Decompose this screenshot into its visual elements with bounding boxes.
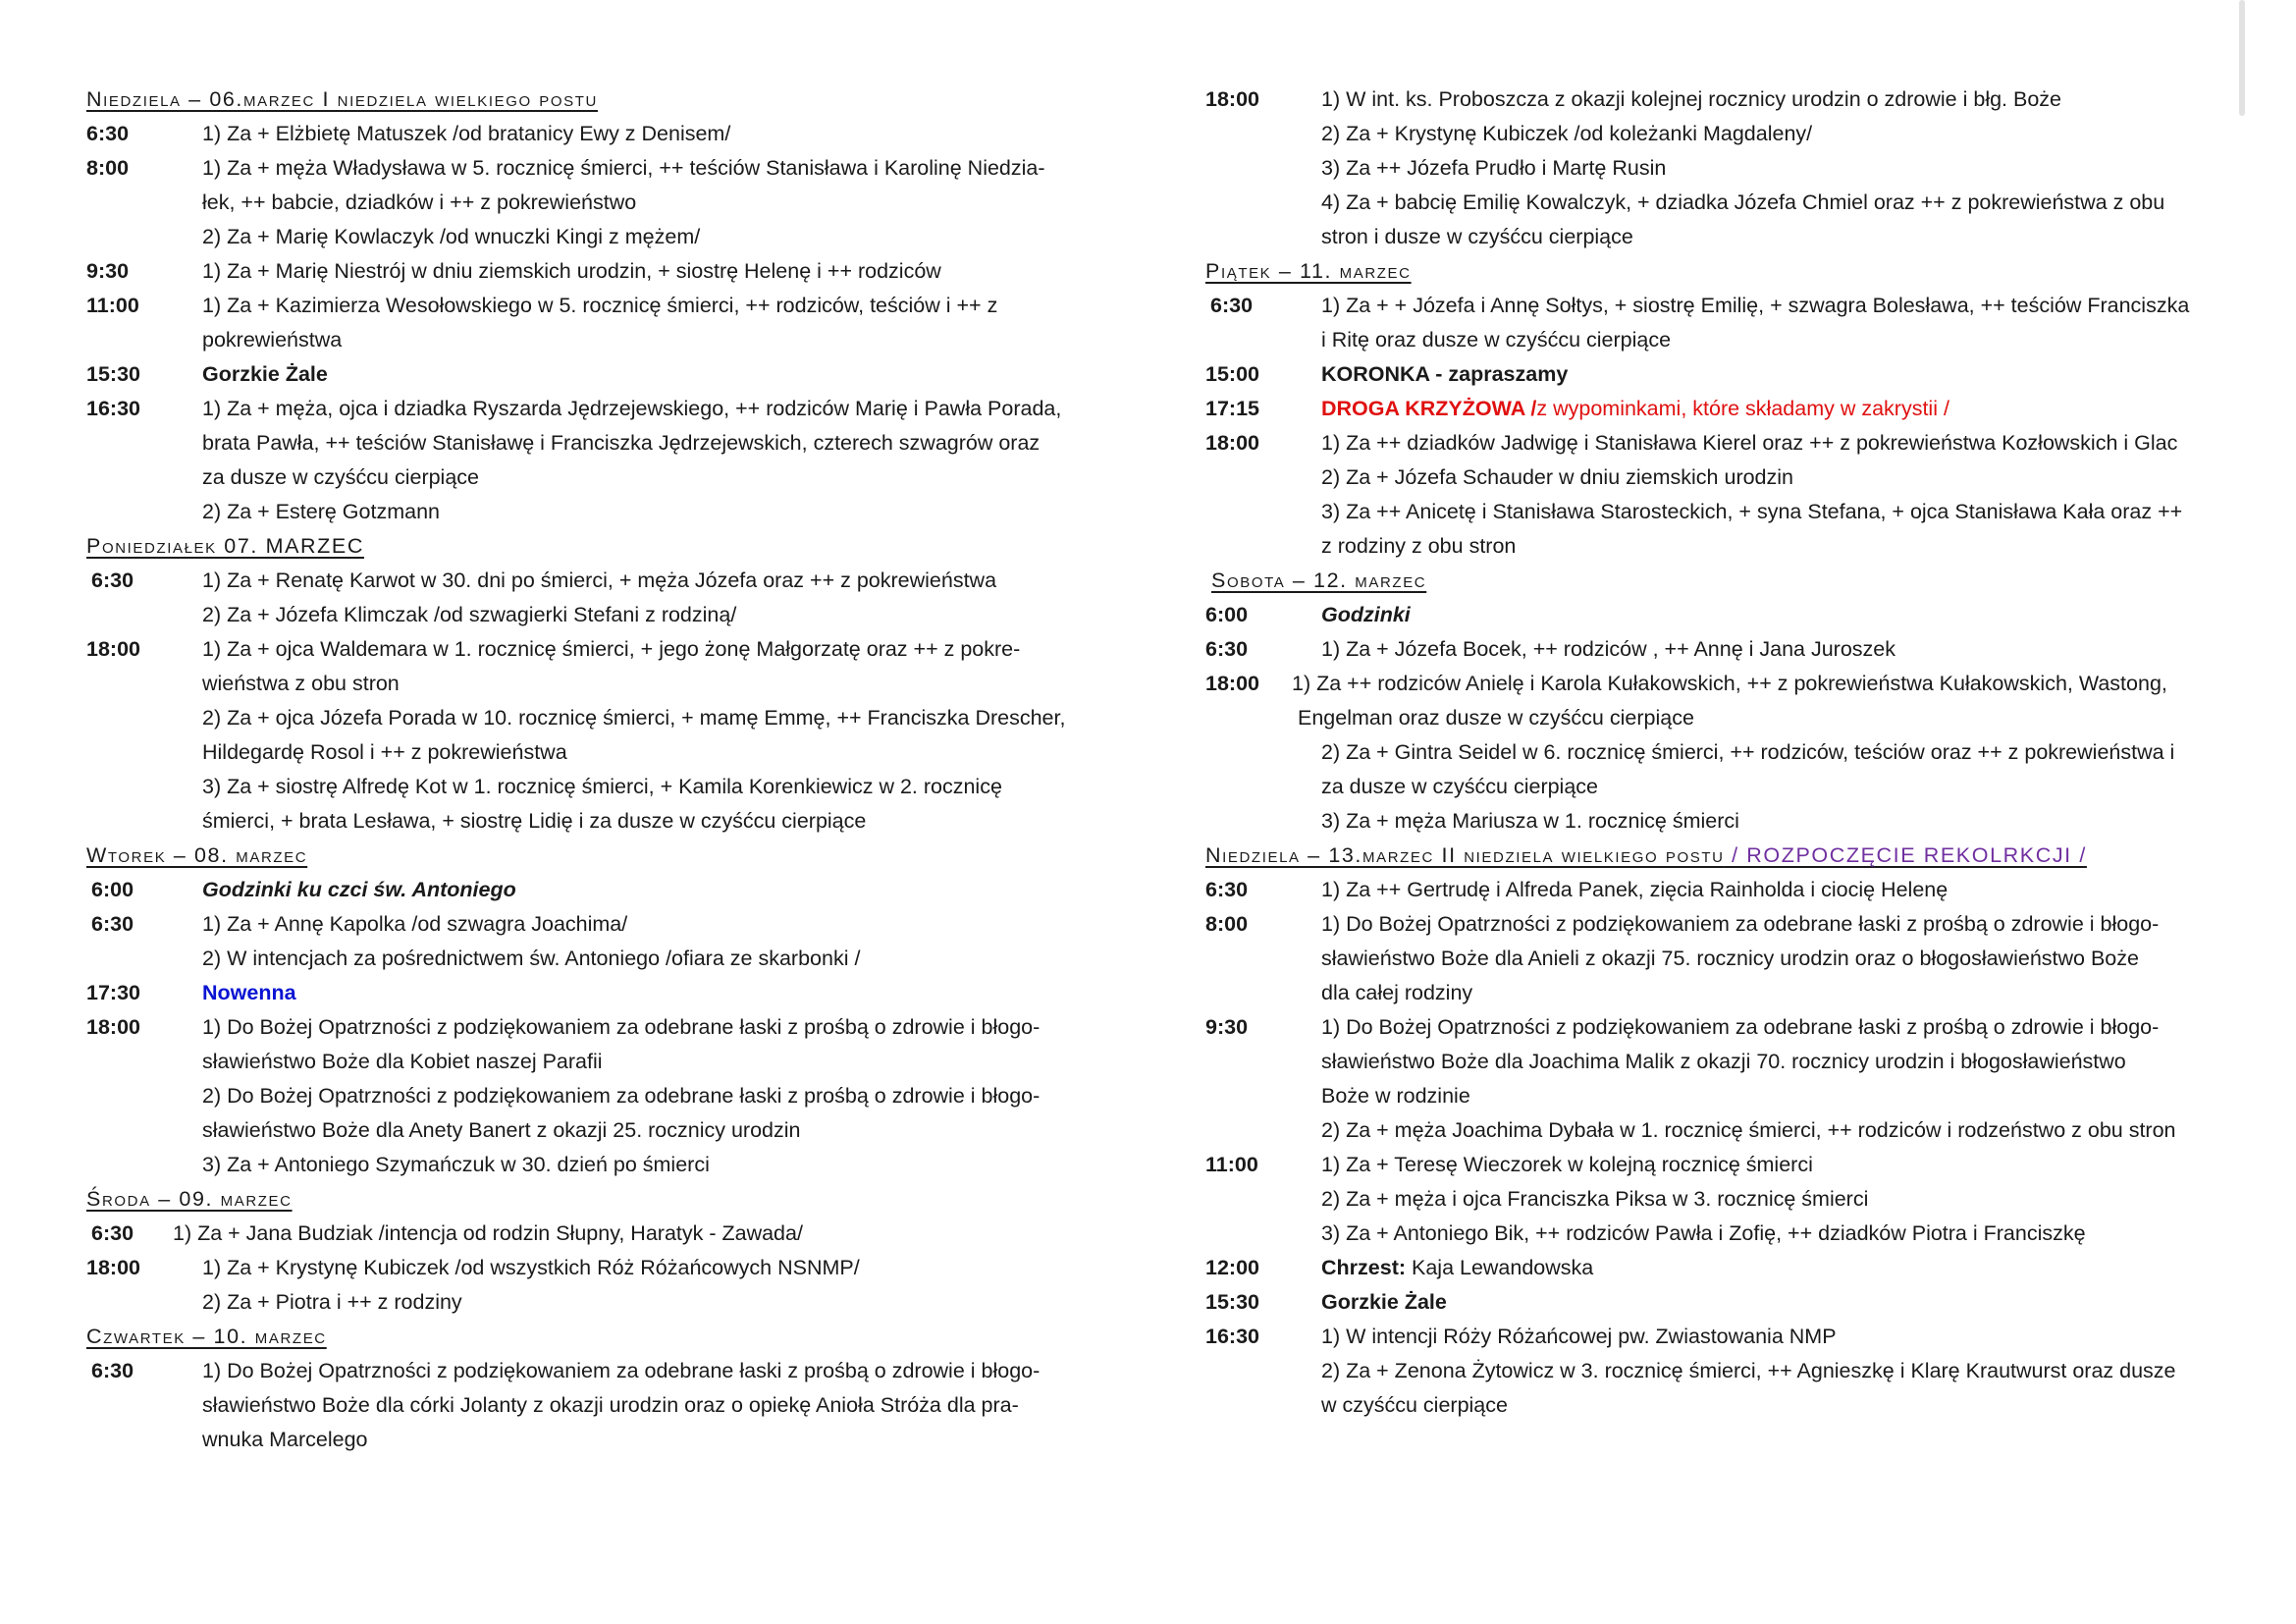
intention-line: 2) Za + Gintra Seidel w 6. rocznicę śmierci, ++ rodziców, teściów oraz ++ z pokrewieństwa i	[1321, 740, 2175, 764]
intention-line: 1) Za + Teresę Wieczorek w kolejną rocznicę śmierci	[1321, 1153, 1813, 1176]
day-header	[86, 1182, 1107, 1217]
intention-line: 2) Za + Zenona Żytowicz w 3. rocznicę śmierci, ++ Agnieszkę i Klarę Krautwurst oraz dusze	[1321, 1359, 2176, 1382]
mass-entry	[1205, 1148, 2222, 1251]
mass-entry	[86, 1010, 1107, 1182]
mass-entry	[86, 976, 1107, 1010]
intention-line	[1321, 1251, 2222, 1285]
intention-line: wieństwa z obu stron	[202, 672, 400, 695]
intention-line: 2) Do Bożej Opatrzności z podziękowaniem za odebrane łaski z prośbą o zdrowie i błogo-	[202, 1084, 1041, 1108]
mass-time: 6:30	[1205, 637, 1249, 661]
mass-intentions	[202, 564, 1107, 632]
event-note: z wypominkami, które składamy w zakrystii /	[1536, 397, 1949, 420]
intention-line: 2) Za + męża i ojca Franciszka Piksa w 3. rocznicę śmierci	[1321, 1187, 1869, 1211]
mass-intentions	[202, 357, 1107, 392]
mass-time: 18:00	[86, 1015, 140, 1039]
mass-intentions	[202, 1010, 1107, 1182]
intention-line: 1) Za ++ rodziców Anielę i Karola Kułakowskich, ++ z pokrewieństwa Kułakowskich, Wastong,	[1292, 672, 2167, 695]
mass-time: 16:30	[86, 397, 140, 420]
event-title: DROGA KRZYŻOWA /	[1321, 397, 1537, 420]
intention-line: 1) Za + ojca Waldemara w 1. rocznicę śmierci, + jego żonę Małgorzatę oraz ++ z pokre-	[202, 637, 1021, 661]
mass-entry	[1205, 357, 2222, 392]
mass-entry	[1205, 873, 2222, 907]
intention-line: łek, ++ babcie, dziadków i ++ z pokrewieństwo	[202, 190, 637, 214]
day-header-title: Niedziela – 06.marzec I niedziela wielkiego postu	[86, 87, 598, 111]
intention-line: za dusze w czyśćcu cierpiące	[202, 465, 479, 489]
mass-time: 8:00	[1205, 912, 1249, 936]
mass-intentions	[1321, 907, 2222, 1010]
mass-time: 11:00	[1205, 1153, 1258, 1176]
intention-line: 2) Za + Józefa Klimczak /od szwagierki Stefani z rodziną/	[202, 603, 737, 626]
day-header-title: Sobota – 12. marzec	[1211, 568, 1427, 592]
intention-line: 2) Za + ojca Józefa Porada w 10. rocznicę śmierci, + mamę Emmę, ++ Franciszka Drescher,	[202, 706, 1066, 730]
intention-line: 3) Za + Antoniego Bik, ++ rodziców Pawła i Zofię, ++ dziadków Piotra i Franciszkę	[1321, 1221, 2086, 1245]
mass-time: 16:30	[1205, 1325, 1259, 1348]
mass-entry	[1205, 82, 2222, 254]
intention-line: brata Pawła, ++ teściów Stanisławę i Franciszka Jędrzejewskich, czterech szwagrów oraz	[202, 431, 1041, 455]
intention-line: 1) Do Bożej Opatrzności z podziękowaniem za odebrane łaski z prośbą o zdrowie i błogo-	[202, 1015, 1041, 1039]
mass-entry	[1205, 1285, 2222, 1320]
mass-time: 18:00	[86, 637, 140, 661]
event-name: Kaja Lewandowska	[1406, 1256, 1594, 1279]
mass-time: 15:00	[1205, 362, 1259, 386]
mass-entry	[1205, 392, 2222, 426]
day-header-title: Wtorek – 08. marzec	[86, 843, 308, 867]
mass-intentions	[202, 392, 1107, 529]
mass-intentions	[202, 1251, 1107, 1320]
day-header	[86, 1320, 1107, 1354]
intention-line: 1) Za + Kazimierza Wesołowskiego w 5. rocznicę śmierci, ++ rodziców, teściów i ++ z	[202, 294, 998, 317]
intention-line: 2) Za + Piotra i ++ z rodziny	[202, 1290, 462, 1314]
mass-intentions	[202, 289, 1107, 357]
intention-line: Engelman oraz dusze w czyśćcu cierpiące	[1298, 706, 1694, 730]
day-header-title: Piątek – 11. marzec	[1205, 259, 1412, 283]
intention-line: sławieństwo Boże dla Joachima Malik z okazji 70. rocznicy urodzin i błogosławieństwo	[1321, 1050, 2126, 1073]
mass-time: 6:30	[1210, 294, 1254, 317]
left-column	[86, 82, 1107, 1457]
day-header	[86, 82, 1107, 117]
mass-entry	[1205, 1010, 2222, 1148]
mass-intentions	[1321, 357, 2222, 392]
mass-intentions	[202, 254, 1107, 289]
mass-intentions	[1321, 1251, 2222, 1285]
intention-line: 1) Za + Jana Budziak /intencja od rodzin Słupny, Haratyk - Zawada/	[173, 1221, 803, 1245]
day-header	[1205, 839, 2222, 873]
intention-line: pokrewieństwa	[202, 328, 343, 352]
mass-time: 9:30	[1205, 1015, 1249, 1039]
mass-intentions	[1292, 667, 2222, 839]
intention-line: i Ritę oraz dusze w czyśćcu cierpiące	[1321, 328, 1672, 352]
mass-time: 18:00	[86, 1256, 140, 1279]
mass-intentions	[1321, 82, 2222, 254]
day-header	[86, 529, 1107, 564]
mass-entry	[86, 907, 1107, 976]
mass-entry	[1205, 632, 2222, 667]
intention-line: 1) W int. ks. Proboszcza z okazji kolejnej rocznicy urodzin o zdrowie i błg. Boże	[1321, 87, 2062, 111]
intention-line	[1321, 392, 2222, 426]
intention-line: śmierci, + brata Lesława, + siostrę Lidię i za dusze w czyśćcu cierpiące	[202, 809, 867, 833]
mass-entry	[86, 564, 1107, 632]
mass-time: 6:30	[86, 122, 130, 145]
intention-line: w czyśćcu cierpiące	[1321, 1393, 1508, 1417]
intention-line: 1) Do Bożej Opatrzności z podziękowaniem za odebrane łaski z prośbą o zdrowie i błogo-	[1321, 1015, 2160, 1039]
mass-entry	[86, 289, 1107, 357]
mass-intentions	[1321, 632, 2222, 667]
mass-entry	[86, 254, 1107, 289]
intention-line: Godzinki ku czci św. Antoniego	[202, 878, 516, 901]
intention-line: 1) Za ++ Gertrudę i Alfreda Panek, zięcia Rainholda i ciocię Helenę	[1321, 878, 1949, 901]
intention-line: 1) Za + Józefa Bocek, ++ rodziców , ++ Annę i Jana Juroszek	[1321, 637, 1896, 661]
mass-time: 15:30	[1205, 1290, 1259, 1314]
day-header	[86, 839, 1107, 873]
day-header	[1205, 564, 2222, 598]
intention-line: 1) Za + Annę Kapolka /od szwagra Joachima/	[202, 912, 628, 936]
mass-time: 18:00	[1205, 87, 1259, 111]
intention-line: 1) Za + Krystynę Kubiczek /od wszystkich Róż Różańcowych NSNMP/	[202, 1256, 860, 1279]
mass-time: 9:30	[86, 259, 130, 283]
intention-line: Hildegardę Rosol i ++ z pokrewieństwa	[202, 740, 567, 764]
mass-time: 11:00	[86, 294, 139, 317]
intention-line: 2) Za + Esterę Gotzmann	[202, 500, 440, 523]
mass-intentions	[202, 151, 1107, 254]
mass-intentions	[173, 1217, 1107, 1251]
mass-time: 6:30	[91, 568, 134, 592]
mass-time: 18:00	[1205, 672, 1259, 695]
mass-entry	[86, 117, 1107, 151]
intention-line: 3) Za ++ Józefa Prudło i Martę Rusin	[1321, 156, 1667, 180]
intention-line: 1) Za + męża, ojca i dziadka Ryszarda Jędrzejewskiego, ++ rodziców Marię i Pawła Porada,	[202, 397, 1062, 420]
intention-line: 3) Za + Antoniego Szymańczuk w 30. dzień po śmierci	[202, 1153, 710, 1176]
intention-line: 1) Za + Renatę Karwot w 30. dni po śmierci, + męża Józefa oraz ++ z pokrewieństwa	[202, 568, 997, 592]
intention-line: sławieństwo Boże dla Kobiet naszej Parafii	[202, 1050, 603, 1073]
mass-intentions	[1321, 1285, 2222, 1320]
mass-entry	[1205, 426, 2222, 564]
mass-entry	[86, 1354, 1107, 1457]
mass-time: 8:00	[86, 156, 130, 180]
day-header-title: Poniedziałek 07. MARZEC	[86, 534, 364, 558]
intention-line: 4) Za + babcię Emilię Kowalczyk, + dziadka Józefa Chmiel oraz ++ z pokrewieństwa z obu	[1321, 190, 2165, 214]
intention-line: 3) Za ++ Anicetę i Stanisława Starosteckich, + syna Stefana, + ojca Stanisława Kała oraz ++	[1321, 500, 2183, 523]
mass-entry	[86, 357, 1107, 392]
intention-line: 2) Za + męża Joachima Dybała w 1. rocznicę śmierci, ++ rodziców i rodzeństwo z obu stron	[1321, 1118, 2176, 1142]
mass-time: 12:00	[1205, 1256, 1259, 1279]
intention-line: 1) Za + Elżbietę Matuszek /od bratanicy Ewy z Denisem/	[202, 122, 731, 145]
mass-entry	[1205, 289, 2222, 357]
mass-intentions	[1321, 1148, 2222, 1251]
day-header-note: / ROZPOCZĘCIE REKOLRKCJI /	[1724, 843, 2087, 867]
day-header-title: Czwartek – 10. marzec	[86, 1325, 327, 1348]
intention-line: 1) Za + + Józefa i Annę Sołtys, + siostrę Emilię, + szwagra Bolesława, ++ teściów Franciszka	[1321, 294, 2190, 317]
day-header-title: Środa – 09. marzec	[86, 1187, 293, 1211]
intention-line: KORONKA - zapraszamy	[1321, 362, 1569, 386]
intention-line: 1) Za + męża Władysława w 5. rocznicę śmierci, ++ teściów Stanisława i Karolinę Niedzia-	[202, 156, 1045, 180]
mass-entry	[86, 873, 1107, 907]
intention-line: 3) Za + siostrę Alfredę Kot w 1. rocznicę śmierci, + Kamila Korenkiewicz w 2. rocznicę	[202, 775, 1002, 798]
intention-line: 1) Za ++ dziadków Jadwigę i Stanisława Kierel oraz ++ z pokrewieństwa Kozłowskich i Glac	[1321, 431, 2178, 455]
mass-intentions	[1321, 598, 2222, 632]
mass-time: 6:30	[91, 1221, 134, 1245]
mass-intentions	[202, 117, 1107, 151]
right-column	[1205, 82, 2222, 1423]
intention-line: 2) Za + Józefa Schauder w dniu ziemskich urodzin	[1321, 465, 1793, 489]
day-header-title: Niedziela – 13.marzec II niedziela wielkiego postu	[1205, 843, 1725, 867]
intention-line: 1) W intencji Róży Różańcowej pw. Zwiastowania NMP	[1321, 1325, 1837, 1348]
intention-line: za dusze w czyśćcu cierpiące	[1321, 775, 1598, 798]
day-header	[1205, 254, 2222, 289]
mass-entry	[1205, 1251, 2222, 1285]
intention-line: 2) Za + Krystynę Kubiczek /od koleżanki Magdaleny/	[1321, 122, 1813, 145]
mass-entry	[86, 151, 1107, 254]
intention-line: sławieństwo Boże dla Anety Banert z okazji 25. rocznicy urodzin	[202, 1118, 801, 1142]
mass-time: 6:00	[91, 878, 134, 901]
intention-line: 2) W intencjach za pośrednictwem św. Antoniego /ofiara ze skarbonki /	[202, 947, 861, 970]
mass-intentions	[1321, 873, 2222, 907]
mass-entry	[86, 1217, 1107, 1251]
intention-line: Nowenna	[202, 981, 296, 1004]
mass-entry	[86, 1251, 1107, 1320]
mass-intentions	[1321, 1320, 2222, 1423]
mass-entry	[86, 392, 1107, 529]
intention-line: wnuka Marcelego	[202, 1428, 368, 1451]
mass-intentions	[1321, 289, 2222, 357]
intention-line: 1) Do Bożej Opatrzności z podziękowaniem za odebrane łaski z prośbą o zdrowie i błogo-	[202, 1359, 1041, 1382]
mass-entry	[1205, 598, 2222, 632]
mass-time: 18:00	[1205, 431, 1259, 455]
intention-line: 2) Za + Marię Kowlaczyk /od wnuczki Kingi z mężem/	[202, 225, 701, 248]
mass-intentions	[202, 976, 1107, 1010]
mass-entry	[86, 632, 1107, 839]
mass-entry	[1205, 907, 2222, 1010]
mass-entry	[1205, 1320, 2222, 1423]
event-label: Chrzest:	[1321, 1256, 1407, 1279]
mass-intentions	[1321, 1010, 2222, 1148]
mass-entry	[1205, 667, 2222, 839]
mass-intentions	[202, 907, 1107, 976]
intention-line: Gorzkie Żale	[202, 362, 328, 386]
mass-time: 6:30	[91, 912, 134, 936]
mass-intentions	[202, 632, 1107, 839]
intention-line: 1) Do Bożej Opatrzności z podziękowaniem za odebrane łaski z prośbą o zdrowie i błogo-	[1321, 912, 2160, 936]
intention-line: Godzinki	[1321, 603, 1411, 626]
mass-intentions	[1321, 392, 2222, 426]
intention-line: z rodziny z obu stron	[1321, 534, 1517, 558]
mass-intentions	[202, 873, 1107, 907]
mass-time: 6:30	[91, 1359, 134, 1382]
mass-time: 6:30	[1205, 878, 1249, 901]
intention-line: Boże w rodzinie	[1321, 1084, 1470, 1108]
intention-line: sławieństwo Boże dla córki Jolanty z okazji urodzin oraz o opiekę Anioła Stróża dla pra-	[202, 1393, 1019, 1417]
mass-intentions	[202, 1354, 1107, 1457]
intention-line: dla całej rodziny	[1321, 981, 1473, 1004]
intention-line: 3) Za + męża Mariusza w 1. rocznicę śmierci	[1321, 809, 1739, 833]
mass-time: 6:00	[1205, 603, 1249, 626]
page-scrollbar[interactable]	[2239, 0, 2245, 116]
mass-time: 17:15	[1205, 397, 1259, 420]
intention-line: sławieństwo Boże dla Anieli z okazji 75. rocznicy urodzin oraz o błogosławieństwo Boże	[1321, 947, 2139, 970]
intention-line: 1) Za + Marię Niestrój w dniu ziemskich urodzin, + siostrę Helenę i ++ rodziców	[202, 259, 941, 283]
mass-time: 15:30	[86, 362, 140, 386]
mass-intentions	[1321, 426, 2222, 564]
mass-time: 17:30	[86, 981, 140, 1004]
intention-line: stron i dusze w czyśćcu cierpiące	[1321, 225, 1633, 248]
intention-line: Gorzkie Żale	[1321, 1290, 1447, 1314]
